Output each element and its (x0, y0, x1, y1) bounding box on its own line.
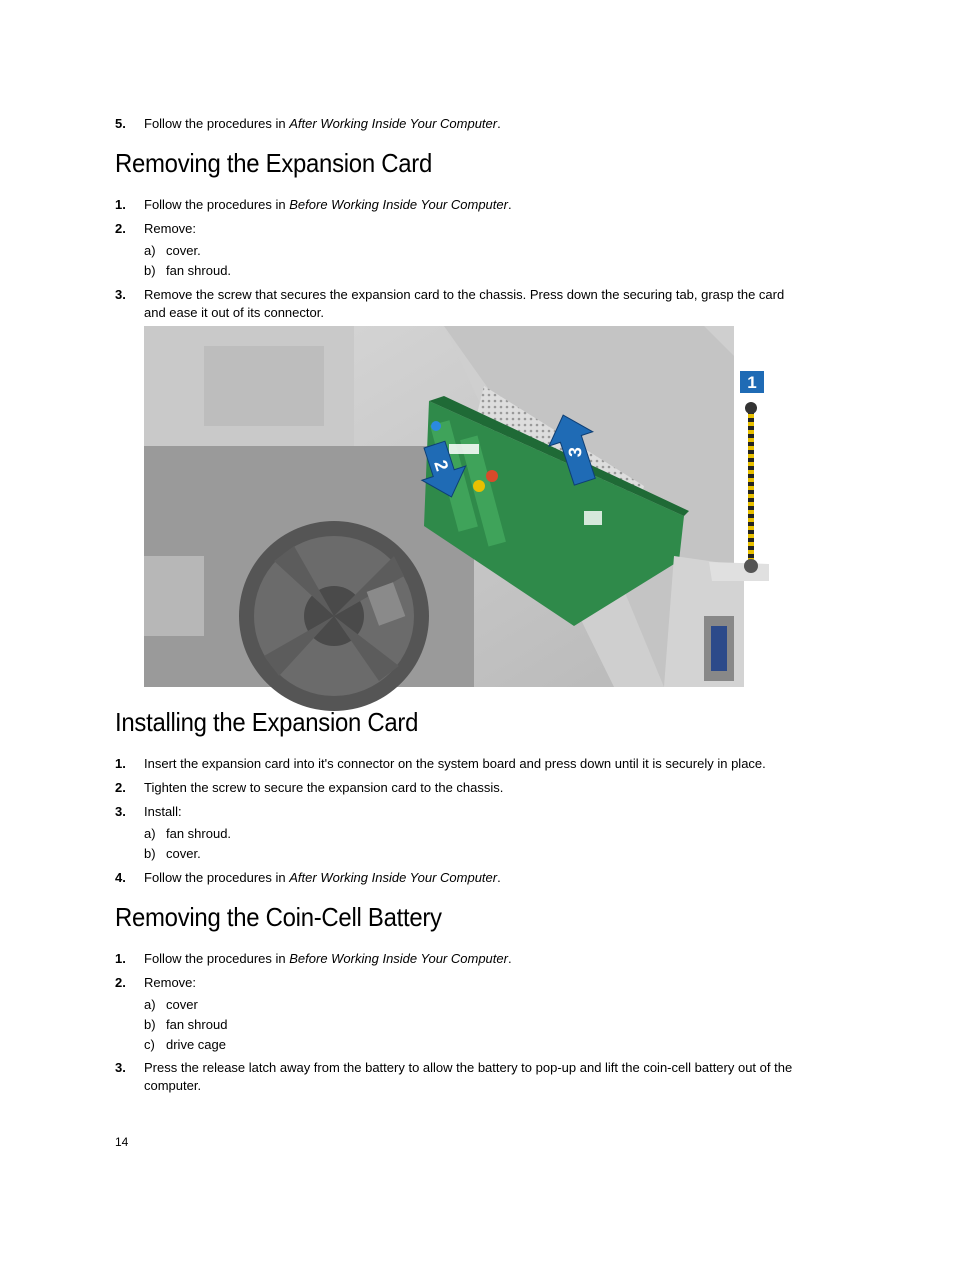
step-text: Insert the expansion card into it's connector on the system board and press down until it is securely in place. (144, 756, 766, 771)
sub-item: b) fan shroud (144, 1017, 228, 1032)
step-number: 1. (115, 756, 126, 771)
step-text: Press the release latch away from the battery to allow the battery to pop-up and lift the coin-cell battery out of the computer. (144, 1060, 793, 1093)
step-number: 3. (115, 287, 126, 302)
section-title-removing-expansion-card: Removing the Expansion Card (115, 148, 432, 178)
step-number: 1. (115, 197, 126, 212)
sub-item: b) cover. (144, 846, 201, 861)
step-text: Follow the procedures in After Working Inside Your Computer. (144, 116, 501, 131)
step-text: Remove the screw that secures the expansion card to the chassis. Press down the securing tab, grasp the card and ease it out of its connector. (144, 287, 785, 320)
sub-item: c) drive cage (144, 1037, 226, 1052)
step-text: Tighten the screw to secure the expansion card to the chassis. (144, 780, 504, 795)
step-text: Install: (144, 804, 182, 819)
callout-2-label: 2 (430, 457, 453, 474)
sub-item: a) cover. (144, 243, 201, 258)
step-text: Remove: (144, 975, 197, 990)
step-text: Follow the procedures in Before Working Inside Your Computer. (144, 197, 512, 212)
step-number: 4. (115, 870, 126, 885)
sub-item: a) fan shroud. (144, 826, 232, 841)
step-text: Follow the procedures in Before Working Inside Your Computer. (144, 951, 512, 966)
step-number: 2. (115, 780, 126, 795)
step-number: 1. (115, 951, 126, 966)
step-number: 3. (115, 1060, 126, 1075)
step-text: Follow the procedures in After Working Inside Your Computer. (144, 870, 501, 885)
page-number: 14 (115, 1135, 129, 1149)
expansion-card-illustration (144, 326, 757, 687)
section-title-installing-expansion-card: Installing the Expansion Card (115, 707, 419, 737)
step-number: 2. (115, 221, 126, 236)
step-number: 2. (115, 975, 126, 990)
step-text: Remove: (144, 221, 197, 236)
section-title-removing-coin-cell-battery: Removing the Coin-Cell Battery (115, 902, 442, 932)
step-number: 3. (115, 804, 126, 819)
step-number: 5. (115, 116, 126, 131)
sub-item: b) fan shroud. (144, 263, 232, 278)
expansion-card-removal-figure (144, 326, 757, 687)
callout-3-label: 3 (565, 446, 586, 458)
callout-1-label: 1 (747, 373, 757, 392)
sub-item: a) cover (144, 997, 198, 1012)
